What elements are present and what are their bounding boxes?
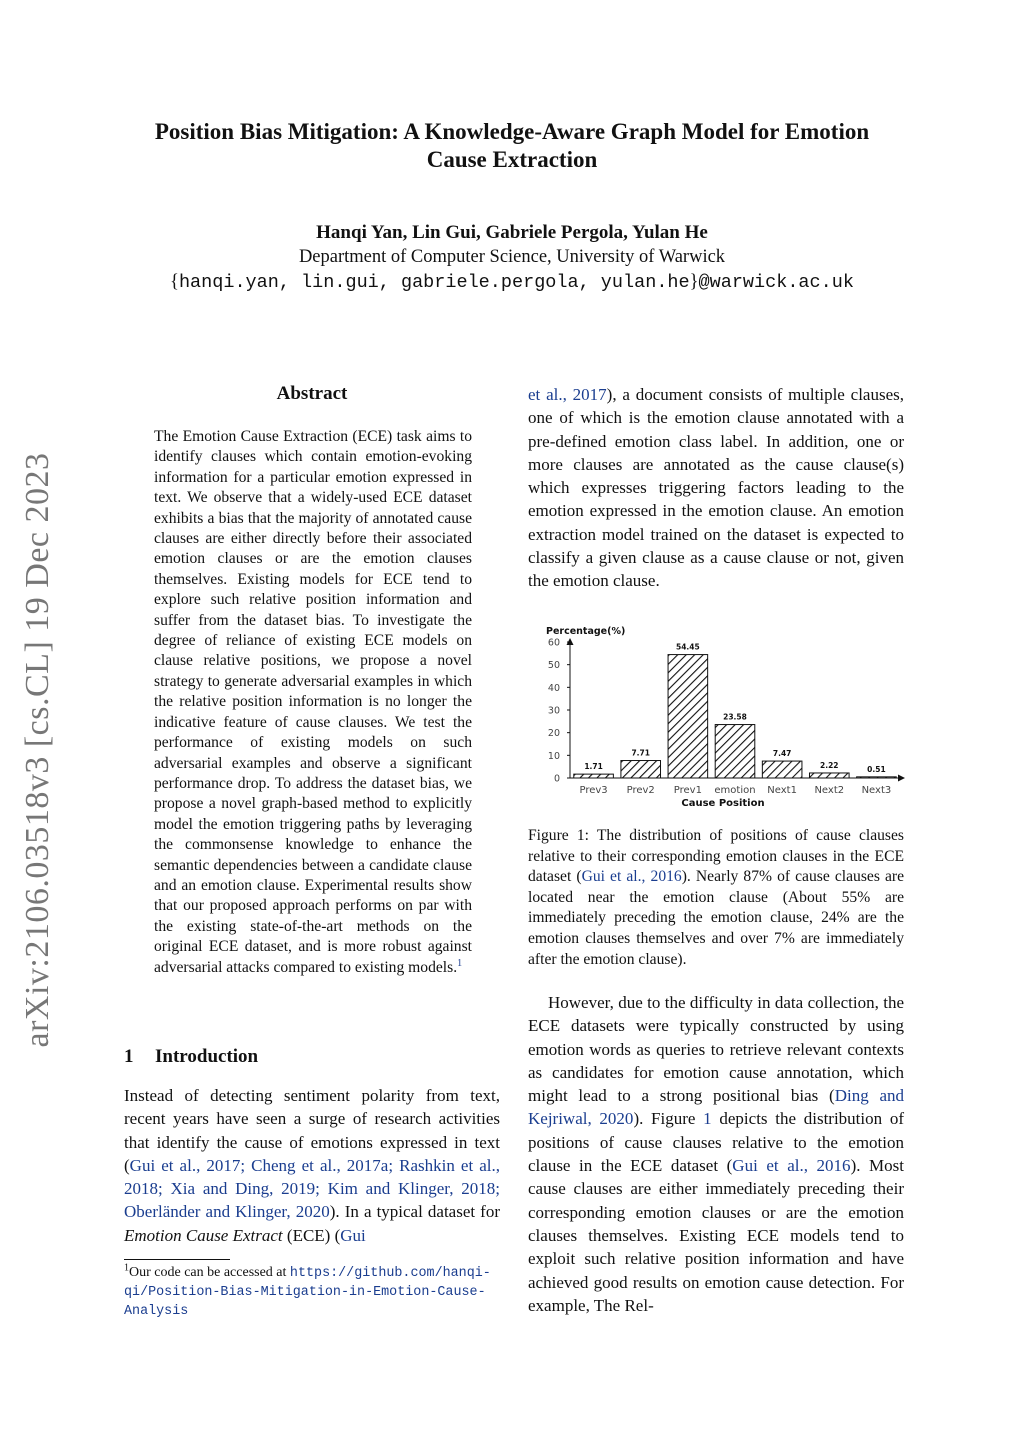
y-tick-label: 10 (547, 750, 560, 762)
data-label: 7.47 (772, 749, 792, 759)
section-title: Introduction (155, 1046, 259, 1067)
title-line-2: Cause Extraction (426, 147, 598, 172)
bar-next1 (762, 761, 802, 778)
y-tick-label: 30 (547, 705, 560, 717)
section-heading-introduction (124, 1046, 258, 1068)
y-axis-label: Percentage(%) (546, 626, 626, 637)
footnote-ref[interactable]: 1 (457, 957, 463, 969)
citation-link[interactable]: et al., 2017 (528, 385, 607, 404)
y-tick-label: 20 (547, 728, 560, 740)
title-line-1: Position Bias Mitigation: A Knowledge-Aware Graph Model for Emotion (154, 119, 870, 144)
bar-emotion (715, 725, 755, 778)
x-axis-arrow (898, 775, 905, 782)
y-tick-label: 60 (547, 637, 560, 649)
x-tick-label: Next1 (767, 785, 797, 796)
intro-paragraph-2 (528, 991, 904, 1317)
section-number: 1 (124, 1046, 134, 1067)
intro-text: ). In a typical dataset for (329, 1202, 500, 1222)
figure-1-chart (540, 622, 910, 817)
data-label: 0.51 (867, 764, 886, 774)
bar-prev1 (668, 655, 708, 778)
data-label: 7.71 (631, 748, 650, 758)
citation-link[interactable]: Gui et al., 2016 (581, 868, 682, 886)
affiliation: Department of Computer Science, University of Warwick (298, 247, 726, 267)
bar-next3 (857, 777, 897, 778)
citation-link[interactable]: Gui (340, 1225, 366, 1245)
bar-prev3 (574, 774, 614, 778)
x-axis-label: Cause Position (681, 798, 765, 809)
figure-ref-link[interactable]: 1 (703, 1109, 712, 1129)
y-tick-label: 40 (547, 682, 560, 694)
arxiv-stamp-text: arXiv:2106.03518v3 [cs.CL] 19 Dec 2023 (19, 452, 56, 1048)
data-label: 54.45 (675, 642, 700, 652)
footnote-rule (124, 1259, 230, 1260)
authors: Hanqi Yan, Lin Gui, Gabriele Pergola, Yulan He (316, 222, 708, 243)
y-tick-label: 50 (547, 660, 560, 672)
footnote-mark: 1 (124, 1262, 129, 1274)
x-tick-label: Next3 (861, 785, 892, 796)
paragraph-text: depicts the distribution of positions of cause clauses relative to the emotion clause in the ECE dataset ( (528, 1109, 904, 1176)
data-label: 23.58 (723, 712, 747, 722)
intro-text: ), a document consists of multiple clauses, one of which is the emotion clause annotated with a pre-defined emotion class label. In addition, one or more clauses are annotated as the cause clause(s) which expresses triggering factors leading to the emotion expressed in the emotion clause. An emotion extraction model trained on the dataset is expected to classify a given clause as a cause clause or not, given the emotion clause. (528, 385, 904, 591)
data-label: 2.22 (820, 760, 839, 770)
paragraph-text: ). Figure (633, 1109, 704, 1129)
footnote (124, 1264, 502, 1321)
caption-label: Figure 1: (528, 827, 597, 844)
x-tick-label: Prev1 (673, 785, 702, 796)
email-brace-close: } (689, 272, 699, 292)
arxiv-stamp (18, 450, 58, 1050)
email-domain: @warwick.ac.uk (698, 272, 854, 293)
bar-prev2 (621, 761, 661, 778)
intro-italic: Emotion Cause Extract (124, 1225, 283, 1245)
data-label: 1.71 (584, 762, 603, 772)
paragraph-text: However, due to the difficulty in data collection, the ECE datasets were typically constructed by using emotion words as queries to retrieve relevant contexts as candidates for emotion cause annotation, which might lead to a strong positional bias ( (528, 993, 904, 1106)
intro-paragraph-1 (124, 1084, 500, 1247)
bar-chart-svg (540, 622, 910, 812)
email-brace-open: { (170, 272, 179, 292)
author-emails (0, 272, 1024, 293)
caption-text: ). Nearly 87% of cause clauses are located near the emotion clause (About 55% are immediately preceding the emotion clause, 24% are the emotion clauses themselves and over 7% are immediately after the emotion clause). (528, 868, 905, 968)
abstract-body: The Emotion Cause Extraction (ECE) task aims to identify clauses which contain emotion-evoking information for a particular emotion expressed in text. We observe that a widely-used ECE dataset exhibits a bias that the majority of annotated cause clauses are either directly before their associated emotion clauses or are the emotion clauses themselves. Existing models for ECE tend to explore such relative position information and suffer from the dataset bias. To investigate the degree of reliance of existing ECE models on clause relative positions, we propose a novel strategy to generate adversarial examples in which the relative position information is no longer the indicative feature of cause clauses. We test the performance of existing models on such adversarial examples and observe a significant performance drop. To address the dataset bias, we propose a novel graph-based method to explicitly model the emotion triggering paths by leveraging the commonsense knowledge to enhance the semantic dependencies between a candidate clause and an emotion clause. Experimental results show that our proposed approach performs on par with the existing state-of-the-art methods on the original ECE dataset, and is more robust against adversarial attacks compared to existing models. (154, 428, 472, 976)
email-names: hanqi.yan, lin.gui, gabriele.pergola, yulan.he (178, 272, 690, 293)
intro-text: (ECE) ( (282, 1225, 341, 1245)
abstract-heading: Abstract (276, 383, 348, 404)
citation-link[interactable]: Ding and Kejriwal, 2020 (528, 1086, 904, 1129)
citation-link[interactable]: Gui et al., 2017; Cheng et al., 2017a; Rashkin et al., 2018; Xia and Ding, 2019; Kim and Klinger, 2018; Oberländer and Klinger, 2020 (124, 1155, 500, 1222)
caption-text: The distribution of positions of cause clauses relative to their corresponding emotion clauses in the ECE dataset ( (528, 827, 904, 886)
y-tick-label: 0 (553, 773, 560, 785)
intro-paragraph-1-continued (528, 383, 904, 593)
bar-next2 (809, 773, 849, 778)
x-tick-label: Next2 (814, 785, 845, 796)
footnote-text: Our code can be accessed at (129, 1265, 290, 1280)
x-tick-label: Prev2 (626, 785, 655, 796)
footnote-url-link[interactable]: https://github.com/hanqi-qi/Position-Bias-Mitigation-in-Emotion-Cause-Analysis (124, 1266, 491, 1319)
x-tick-label: Prev3 (579, 785, 608, 796)
citation-link[interactable]: Gui et al., 2016 (732, 1156, 851, 1176)
figure-1-caption (528, 826, 904, 970)
x-tick-label: emotion (714, 785, 756, 796)
paragraph-text: ). Most cause clauses are either immediately preceding their corresponding emotion clauses or are the emotion clauses themselves. Existing ECE models tend to exploit such relative position information and have achieved good results on emotion cause detection. For example, The Rel- (528, 1156, 904, 1315)
paper-title (0, 118, 1024, 174)
intro-text: Instead of detecting sentiment polarity from text, recent years have seen a surge of research activities that identify the cause of emotions expressed in text ( (124, 1086, 500, 1175)
abstract-text (154, 427, 472, 978)
